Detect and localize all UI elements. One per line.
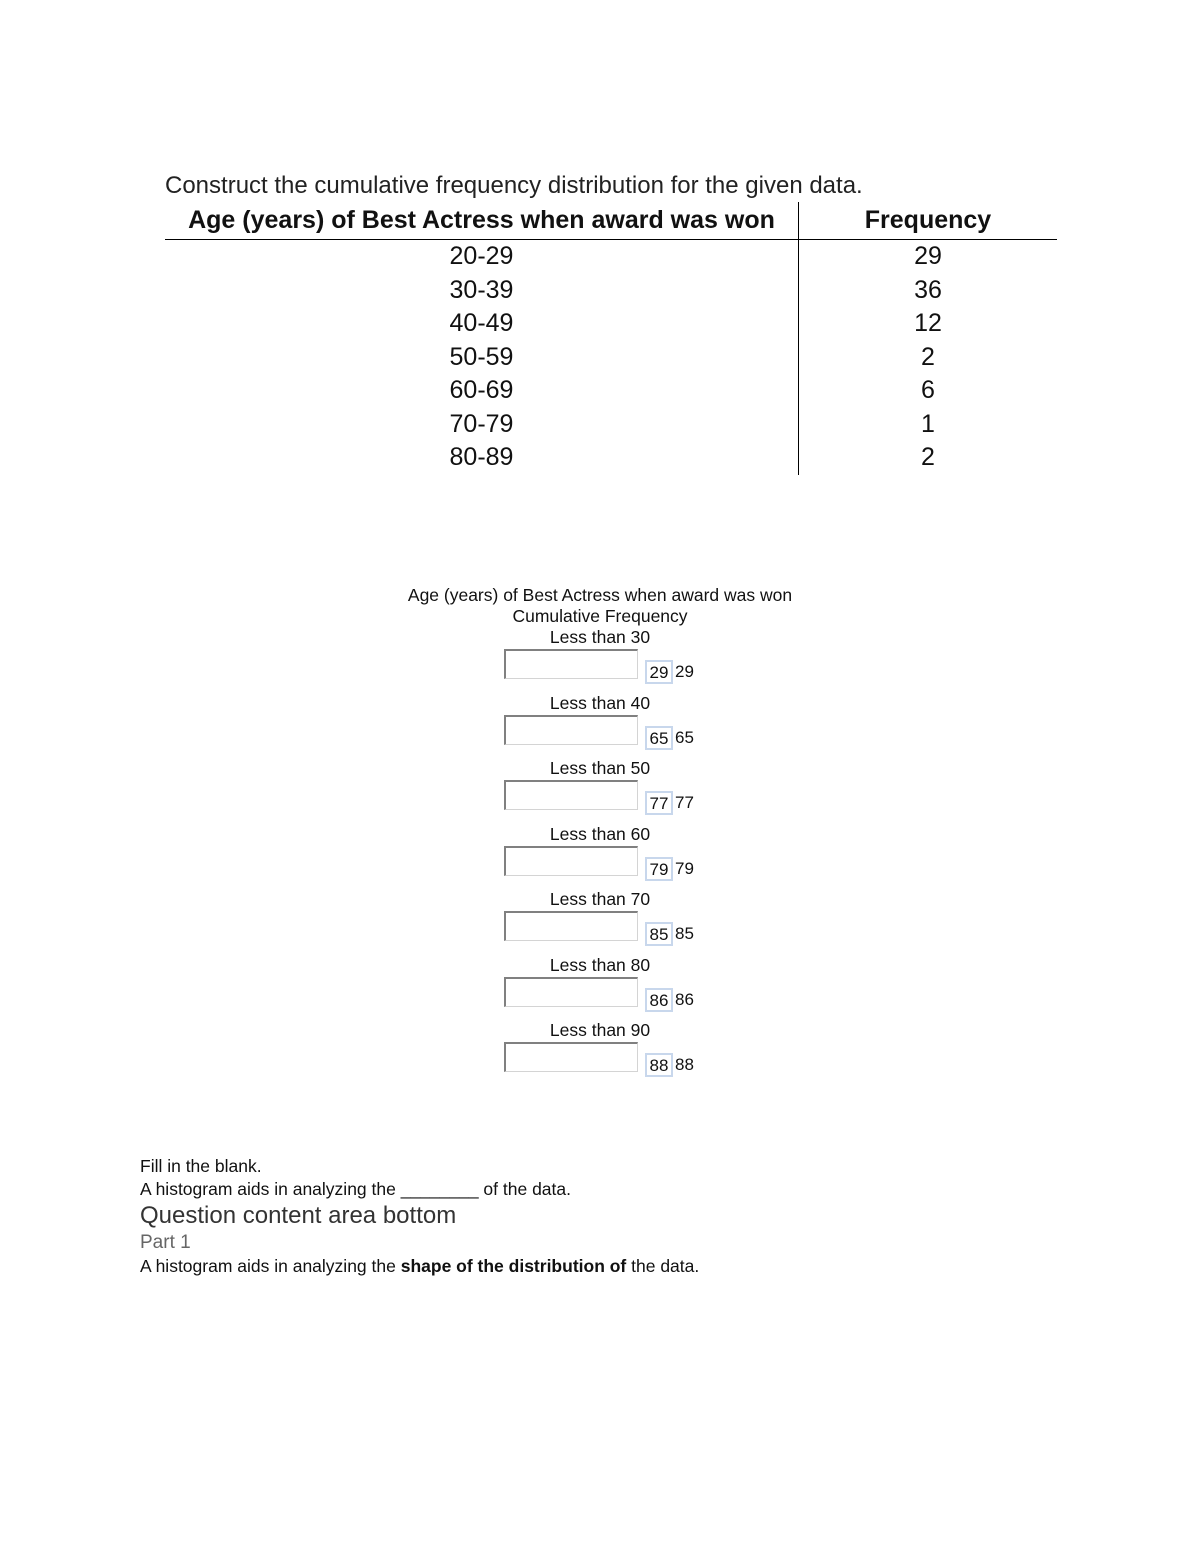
cumulative-class-label: Less than 40 bbox=[549, 692, 651, 713]
fill-blank-section bbox=[140, 1155, 1040, 1278]
answer-suffix: the data. bbox=[626, 1256, 700, 1276]
fill-blank-instruction: Fill in the blank. bbox=[140, 1156, 262, 1176]
cumulative-class-label: Less than 50 bbox=[549, 758, 651, 778]
frequency-cell: 29 bbox=[914, 242, 942, 270]
cumulative-input-field[interactable] bbox=[504, 649, 638, 679]
age-class-cell: 20-29 bbox=[165, 240, 799, 274]
frequency-cell: 2 bbox=[921, 443, 935, 471]
answer-box: 65 bbox=[645, 726, 673, 750]
cumulative-row bbox=[300, 627, 900, 693]
frequency-table bbox=[165, 202, 1057, 475]
cumulative-input-field[interactable] bbox=[504, 846, 638, 876]
cumulative-row bbox=[300, 955, 900, 1021]
question-section bbox=[165, 170, 1056, 475]
table-header-row bbox=[165, 202, 1057, 240]
answer-box: 29 bbox=[645, 660, 673, 684]
cumulative-input-field[interactable] bbox=[504, 1042, 638, 1072]
age-class-cell: 70-79 bbox=[165, 408, 799, 442]
age-class-cell: 40-49 bbox=[165, 307, 799, 341]
cumulative-class-label: Less than 90 bbox=[549, 1020, 651, 1040]
answer-text: 85 bbox=[675, 924, 694, 943]
header-frequency: Frequency bbox=[799, 202, 1058, 240]
age-class-cell: 30-39 bbox=[165, 274, 799, 308]
answer-text: 79 bbox=[675, 858, 694, 878]
answer-box: 85 bbox=[645, 922, 673, 946]
cumulative-class-label: Less than 30 bbox=[549, 627, 651, 647]
cumulative-row bbox=[300, 1020, 900, 1086]
table-row bbox=[165, 441, 1057, 475]
cumulative-heading-frequency: Cumulative Frequency bbox=[512, 606, 688, 626]
table-row bbox=[165, 408, 1057, 442]
part-label: Part 1 bbox=[140, 1232, 191, 1253]
answer-text: 77 bbox=[675, 793, 694, 812]
frequency-cell: 36 bbox=[914, 275, 942, 304]
cumulative-heading-age: Age (years) of Best Actress when award was won bbox=[407, 585, 793, 605]
cumulative-input-field[interactable] bbox=[504, 977, 638, 1007]
table-row bbox=[165, 240, 1057, 274]
answer-text: 29 bbox=[675, 662, 694, 681]
cumulative-frequency-section bbox=[300, 585, 900, 1086]
frequency-cell: 12 bbox=[914, 309, 942, 337]
answer-text: 88 bbox=[675, 1055, 694, 1074]
cumulative-row bbox=[300, 758, 900, 824]
answer-text: 65 bbox=[675, 727, 694, 747]
age-class-cell: 50-59 bbox=[165, 341, 799, 375]
cumulative-row bbox=[300, 693, 900, 759]
cumulative-row bbox=[300, 824, 900, 890]
table-row bbox=[165, 274, 1057, 308]
table-row bbox=[165, 374, 1057, 408]
cumulative-class-label: Less than 60 bbox=[549, 823, 651, 844]
table-row bbox=[165, 307, 1057, 341]
cumulative-input-field[interactable] bbox=[504, 780, 638, 810]
answer-text: 86 bbox=[675, 989, 694, 1009]
frequency-cell: 1 bbox=[921, 409, 935, 438]
fill-blank-prompt: A histogram aids in analyzing the ________ of the data. bbox=[140, 1179, 571, 1199]
answer-box: 77 bbox=[645, 791, 673, 815]
frequency-cell: 2 bbox=[921, 342, 935, 371]
question-title: Construct the cumulative frequency distribution for the given data. bbox=[165, 172, 863, 199]
fill-blank-answer bbox=[140, 1255, 1040, 1278]
cumulative-row bbox=[300, 889, 900, 955]
frequency-cell: 6 bbox=[921, 376, 935, 404]
cumulative-input-field[interactable] bbox=[504, 715, 638, 745]
table-row bbox=[165, 341, 1057, 375]
cumulative-input-field[interactable] bbox=[504, 911, 638, 941]
answer-box: 88 bbox=[645, 1053, 673, 1077]
header-age: Age (years) of Best Actress when award was won bbox=[165, 202, 799, 240]
answer-box: 86 bbox=[645, 988, 673, 1012]
cumulative-class-label: Less than 80 bbox=[549, 954, 651, 975]
bottom-area-heading: Question content area bottom bbox=[140, 1202, 457, 1229]
answer-box: 79 bbox=[645, 857, 673, 881]
age-class-cell: 60-69 bbox=[165, 374, 799, 408]
answer-bold: shape of the distribution of bbox=[400, 1256, 627, 1276]
cumulative-class-label: Less than 70 bbox=[549, 889, 651, 909]
answer-prefix: A histogram aids in analyzing the bbox=[140, 1256, 401, 1276]
age-class-cell: 80-89 bbox=[165, 441, 799, 475]
